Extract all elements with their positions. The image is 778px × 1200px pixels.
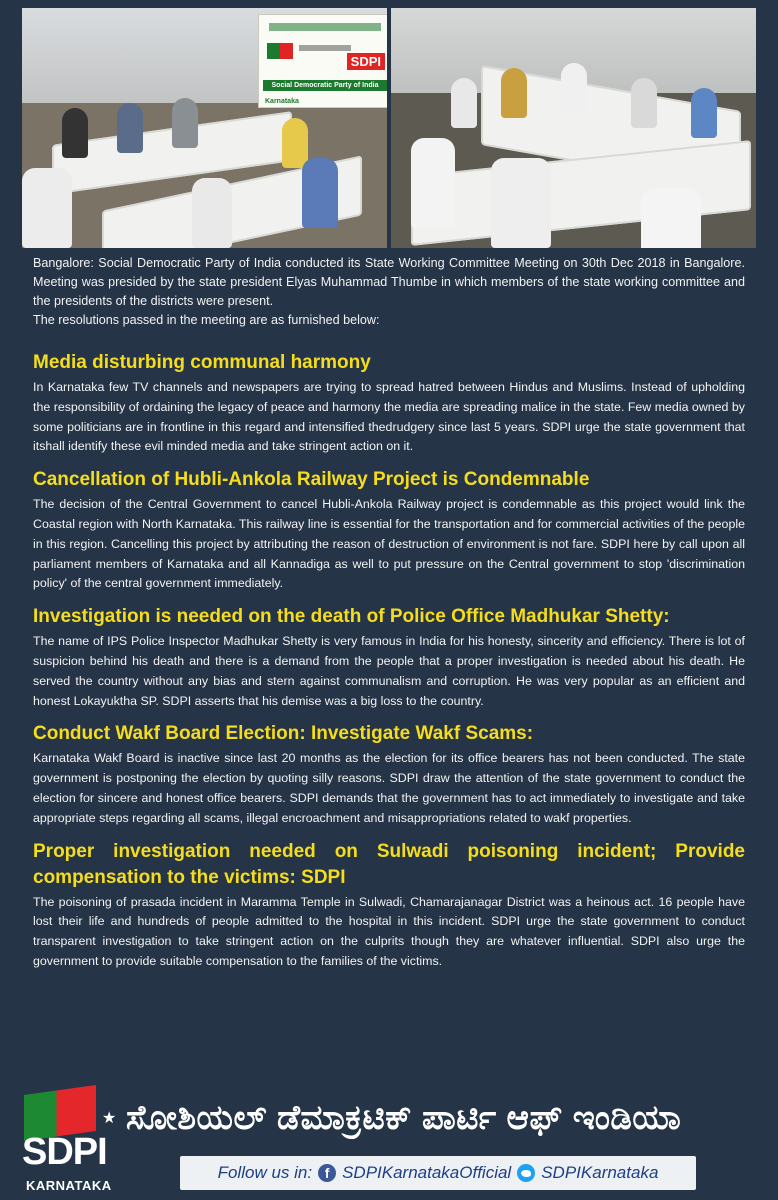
party-flag-icon: [267, 43, 293, 59]
kannada-party-title: ಸೋಶಿಯಲ್ ಡೆಮಾಕ್ರಟಿಕ್ ಪಾರ್ಟಿ ಆಫ್ ಇಂಡಿಯಾ: [126, 1099, 682, 1137]
meeting-photos: [22, 8, 756, 248]
meeting-photo-right: [391, 8, 756, 248]
section-madhukar-shetty: [33, 604, 745, 711]
section-media: [33, 350, 745, 457]
section-heading: Investigation is needed on the death of Police Office Madhukar Shetty:: [33, 606, 670, 628]
follow-bar: [180, 1156, 696, 1190]
section-body: The name of IPS Police Inspector Madhukar Shetty is very famous in India for his honesty, sincerity and efficiency. There is lot of suspicion behind his death and there is a demand from the people that a proper investigation is needed about his death. He served the country without any bias and stern against communalism and corruption. He was very popular as an efficient and honest Lokayuktha SP. SDPI asserts that his demise was a big loss to the country.: [33, 634, 745, 708]
star-icon: ★: [102, 1110, 117, 1127]
party-banner: [258, 14, 387, 108]
meeting-photo-left: [22, 8, 387, 248]
follow-label: Follow us in:: [217, 1163, 313, 1182]
section-wakf-board: [33, 721, 745, 828]
logo-name: SDPI: [22, 1131, 107, 1173]
sdpi-logo: [20, 1088, 122, 1194]
banner-sdpi-text: SDPI: [347, 53, 385, 70]
banner-party-text: Social Democratic Party of India: [263, 80, 387, 91]
section-body: The poisoning of prasada incident in Maramma Temple in Sulwadi, Chamarajanagar District was a heinous act. 16 people have lost their life and hundreds of people admitted to the hospital in this incident. SDPI urge the state government to conduct transparent investigation to take stringent action on the culprits though they are whatever influential. SDPI also urge the government to provide suitable compensation to the families of the victims.: [33, 894, 745, 968]
section-body: In Karnataka few TV channels and newspapers are trying to spread hatred between Hindus and Muslims. Instead of upholding the responsibility of ordaining the legacy of peace and harmony the media are spreading malice in the state. Few media owned by some politicians are in frontline in this regard and intensified thedrudgery since last 5 years. SDPI urge the state government that itshall identify these evil minded media and take stringent action on it.: [33, 380, 745, 454]
section-heading: Cancellation of Hubli-Ankola Railway Project is Condemnable: [33, 469, 590, 491]
resolutions-line: The resolutions passed in the meeting are as furnished below:: [33, 313, 380, 327]
facebook-handle-link[interactable]: SDPIKarnatakaOfficial: [342, 1163, 512, 1182]
footer: [0, 1084, 778, 1200]
section-body: The decision of the Central Government to cancel Hubli-Ankola Railway project is condemnable as this project would link the Coastal region with North Karnataka. This railway line is essential for the transportation and for commercial activities of the people in this region. Cancelling this project by attributing the reason of destruction of environment is not fare. SDPI here by call upon all parliament members of Karnataka and all Kannadiga as well to put pressure on the Central government to stop 'discrimination policy' of the central government immediately.: [33, 497, 745, 591]
section-sulwadi: [33, 839, 745, 972]
section-body: Karnataka Wakf Board is inactive since last 20 months as the election for its office bearers has not been conducted. The state government is postponing the election by quoting silly reasons. SDPI draw the attention of the state government to conduct the election for sincere and honest office bearers. SDPI demands that the government has to act immediately to investigate and take appropriate steps regarding all scams, illegal encroachment and misappropriations related to wakf properties.: [33, 751, 745, 825]
banner-state-text: Karnataka: [265, 98, 299, 105]
section-heading: Proper investigation needed on Sulwadi poisoning incident; Provide compensation to the victims: SDPI: [33, 840, 745, 888]
twitter-handle-link[interactable]: SDPIKarnataka: [541, 1163, 659, 1182]
facebook-icon[interactable]: f: [318, 1164, 336, 1182]
twitter-icon[interactable]: [517, 1164, 535, 1182]
section-railway: [33, 467, 745, 594]
section-heading: Conduct Wakf Board Election: Investigate Wakf Scams:: [33, 723, 534, 745]
intro: [33, 254, 745, 330]
intro-paragraph: Bangalore: Social Democratic Party of India conducted its State Working Committee Meeting on 30th Dec 2018 in Bangalore. Meeting was presided by the state president Elyas Muhammad Thumbe in which members of the state working committee and the presidents of the districts were present.: [33, 256, 745, 308]
section-heading: Media disturbing communal harmony: [33, 352, 371, 373]
article-content: [33, 254, 745, 972]
logo-state: KARNATAKA: [26, 1178, 112, 1193]
